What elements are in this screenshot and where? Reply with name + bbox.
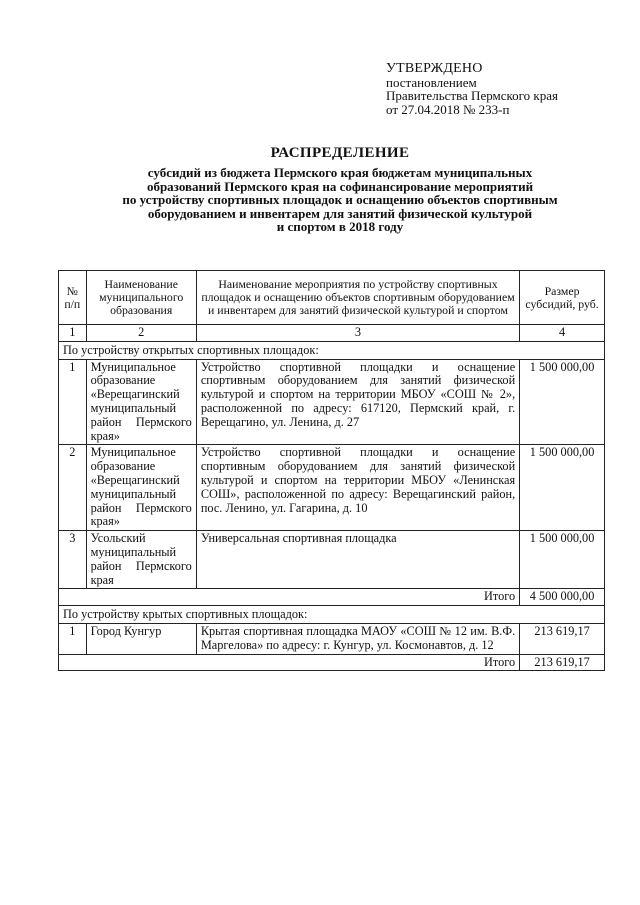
row-amount: 1 500 000,00 [520, 531, 605, 589]
table-row [59, 623, 605, 654]
row-num: 3 [59, 531, 87, 589]
total-row [59, 654, 605, 671]
total-label: Итого [59, 589, 520, 606]
subtitle-line: и спортом в 2018 году [276, 219, 404, 235]
total-amount: 213 619,17 [520, 654, 605, 671]
column-number-row [59, 325, 605, 342]
row-num: 1 [59, 359, 87, 445]
column-number: 4 [520, 325, 605, 342]
section-title: По устройству открытых спортивных площадок: [59, 341, 605, 359]
subsidy-table [58, 270, 605, 671]
header-sum: Размер субсидий, руб. [520, 271, 605, 325]
row-municipality: Город Кунгур [86, 623, 196, 654]
table-row [59, 445, 605, 531]
total-amount: 4 500 000,00 [520, 589, 605, 606]
section-header-row [59, 341, 605, 359]
document-title: РАСПРЕДЕЛЕНИЕ [270, 145, 410, 161]
approval-stamp [386, 62, 558, 116]
column-number: 3 [196, 325, 519, 342]
row-municipality: Муниципальное образование «Верещагинский муниципальный район Пермского края» [86, 359, 196, 445]
row-municipality: Усольский муниципальный район Пермского края [86, 531, 196, 589]
document-subtitle [70, 166, 610, 234]
row-num: 2 [59, 445, 87, 531]
row-amount: 1 500 000,00 [520, 359, 605, 445]
column-number: 2 [86, 325, 196, 342]
column-number: 1 [59, 325, 87, 342]
section-header-row [59, 606, 605, 624]
header-name: Наименование муниципального образования [86, 271, 196, 325]
table-header-row [59, 271, 605, 325]
table-row [59, 531, 605, 589]
table-row [59, 359, 605, 445]
approval-line-4: от 27.04.2018 № 233-п [386, 101, 510, 117]
row-event: Устройство спортивной площадки и оснащение спортивным оборудованием для занятий физической культурой и спортом на территории МБОУ «СОШ № 2», расположенной по адресу: 617120, Пермский край, г. Верещагино, ул. Ленина, д. 27 [196, 359, 519, 445]
row-municipality: Муниципальное образование «Верещагинский муниципальный район Пермского края» [86, 445, 196, 531]
header-desc: Наименование мероприятия по устройству спортивных площадок и оснащению объектов спортивным оборудованием и инвентарем для занятий физической культурой и спортом [196, 271, 519, 325]
approval-line-2: постановлением [386, 74, 477, 90]
subtitle-line: субсидий из бюджета Пермского края бюджетам муниципальных [147, 165, 533, 180]
subtitle-line: по устройству спортивных площадок и оснащению объектов спортивным [122, 192, 558, 208]
total-row [59, 589, 605, 606]
subtitle-line: образований Пермского края на софинансирование мероприятий [146, 178, 534, 194]
approval-heading: УТВЕРЖДЕНО [386, 61, 483, 76]
row-event: Универсальная спортивная площадка [196, 531, 519, 589]
header-num: № п/п [59, 271, 87, 325]
total-label: Итого [59, 654, 520, 671]
section-title: По устройству крытых спортивных площадок: [59, 606, 605, 624]
row-event: Устройство спортивной площадки и оснащение спортивным оборудованием для занятий физической культурой и спортом на территории МБОУ «Ленинская СОШ», расположенной по адресу: Верещагинский район, пос. Ленино, ул. Гагарина, д. 10 [196, 445, 519, 531]
row-amount: 1 500 000,00 [520, 445, 605, 531]
approval-line-3: Правительства Пермского края [386, 88, 558, 103]
subtitle-line: оборудованием и инвентарем для занятий физической культурой [147, 205, 533, 221]
row-num: 1 [59, 623, 87, 654]
row-amount: 213 619,17 [520, 623, 605, 654]
row-event: Крытая спортивная площадка МАОУ «СОШ № 12 им. В.Ф. Маргелова» по адресу: г. Кунгур, ул. Космонавтов, д. 12 [196, 623, 519, 654]
